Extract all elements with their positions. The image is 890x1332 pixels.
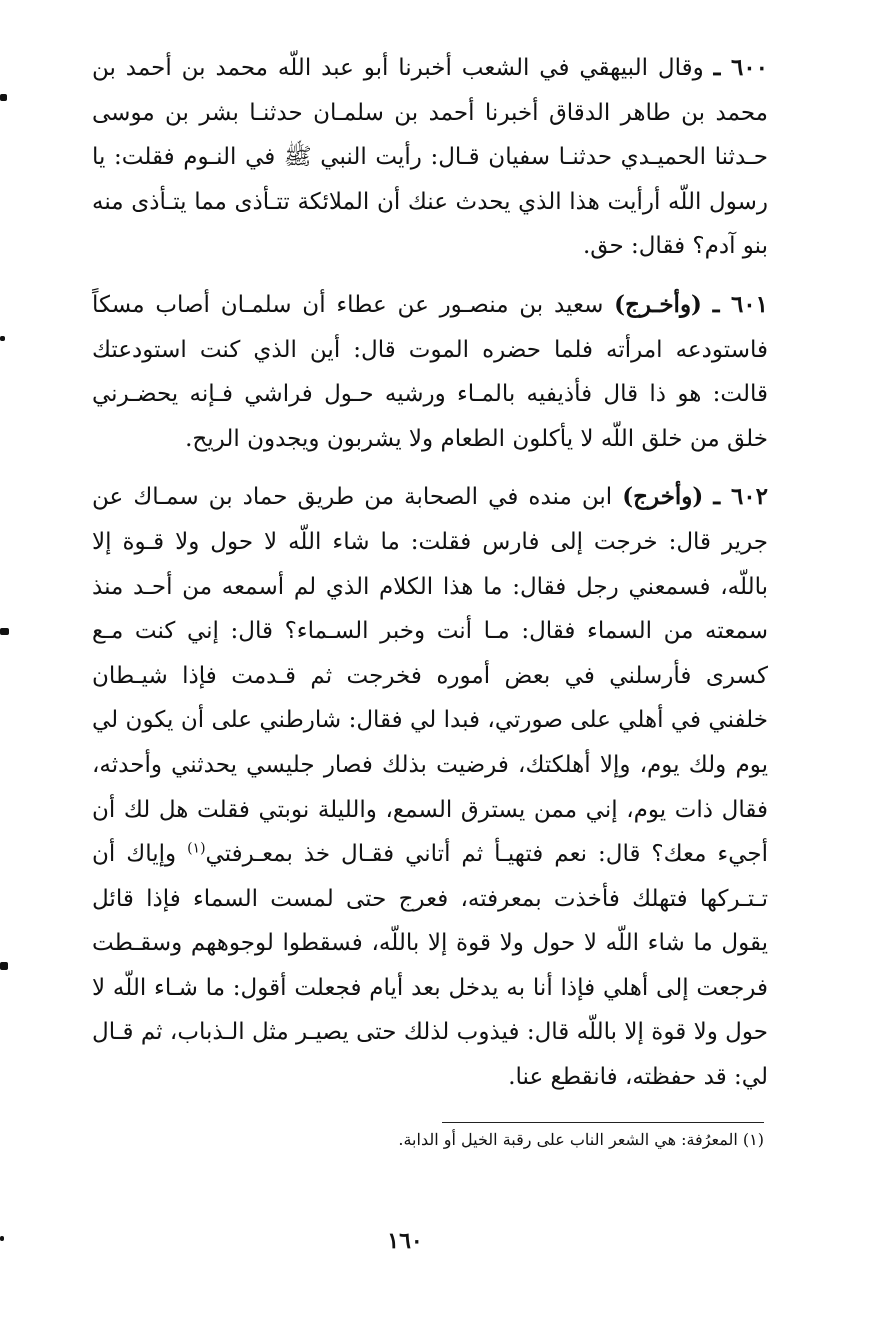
paragraph-keyword: (وأخرج) xyxy=(622,483,704,511)
main-text xyxy=(92,46,768,1114)
paragraph-text: ابن منده في الصحابة من طريق حماد بن سمـاك عن جرير قال: خرجت إلى فارس فقلت: ما شاء اللّه لا حول ولا قـوة إلا باللّه، فسمعني رجل فقال: ما هذا الكلام الذي لم أسمعه من أحـد منذ سمعته من السماء فقال: مـا أنت وخبر السـماء؟ قال: إني كنت مـع كسرى فأرسلني في بعض أموره فخرجت ثم قـدمت فإذا شيـطان خلفني في أهلي على صورتي، فبدا لي فقال: شارطني على أن يكون لي يوم ولك يوم، وإلا أهلكتك، فرضيت بذلك فصار جليسي يحدثني وأحدثه، فقال ذات يوم، إني ممن يسترق السمع، والليلة نوبتي فقلت هل لك أن أجيء معك؟ قال: نعم فتهيـأ ثم أتاني فقـال خذ بمعـرفتي xyxy=(92,484,768,868)
paragraph-number: ٦٠٢ ـ xyxy=(713,483,768,511)
paragraph-602 xyxy=(92,475,768,1099)
paragraph-text-continued: وإياك أن تـتـركها فتهلك فأخذت بمعرفته، فعرج حتى لمست السماء فإذا قائل يقول ما شاء اللّه لا حول ولا قوة إلا باللّه، فسقطوا لوجوههم وسقـطت فرجعت إلى أهلي فإذا أنا به يدخل بعد أيام فجعلت أقول: ما شـاء اللّه لا حول ولا قوة إلا باللّه قال: فيذوب لذلك حتى يصيـر مثل الـذباب، ثم قـال لي: قد حفظته، فانقطع عنا. xyxy=(92,841,768,1091)
margin-mark xyxy=(0,628,9,635)
paragraph-text: سعيد بن منصـور عن عطاء أن سلمـان أصاب مسكاً فاستودعه امرأته فلما حضره الموت قال: أين الذي كنت استودعتك قالت: هو ذا قال فأذيفيه بالمـاء ورشيه حـول فراشي فـإنه يحضـرني خلق من خلق اللّه لا يأكلون الطعام ولا يشربون ويجدون الريح. xyxy=(92,291,768,452)
paragraph-600 xyxy=(92,46,768,269)
footnote: (١) المعرُفة: هي الشعر الناب على رقبة الخيل أو الدابة. xyxy=(398,1130,764,1149)
footnote-divider xyxy=(442,1122,764,1123)
margin-mark xyxy=(0,336,5,341)
margin-mark xyxy=(0,1236,4,1241)
margin-mark xyxy=(0,962,8,970)
margin-mark xyxy=(0,94,7,101)
paragraph-keyword: (وأخـرج) xyxy=(614,290,702,318)
paragraph-number: ٦٠٠ ـ xyxy=(713,54,768,81)
paragraph-text: وقال البيهقي في الشعب أخبرنا أبو عبد اللّه محمد بن أحمد بن محمد بن طاهر الدقاق أخبرنا أحمد بن سلمـان حدثنـا بشر بن موسى حـدثنا الحميـدي حدثنـا سفيان قـال: رأيت النبي ﷺ في النـوم فقلت: يا رسول اللّه أرأيت هذا الذي يحدث عنك أن الملائكة تتـأذى مما يتـأذى منه بنو آدم؟ فقال: حق. xyxy=(92,55,768,260)
paragraph-601 xyxy=(92,283,768,461)
footnote-marker: (١) xyxy=(187,840,206,857)
page-number: ١٦٠ xyxy=(387,1228,423,1254)
paragraph-number: ٦٠١ ـ xyxy=(712,290,769,318)
